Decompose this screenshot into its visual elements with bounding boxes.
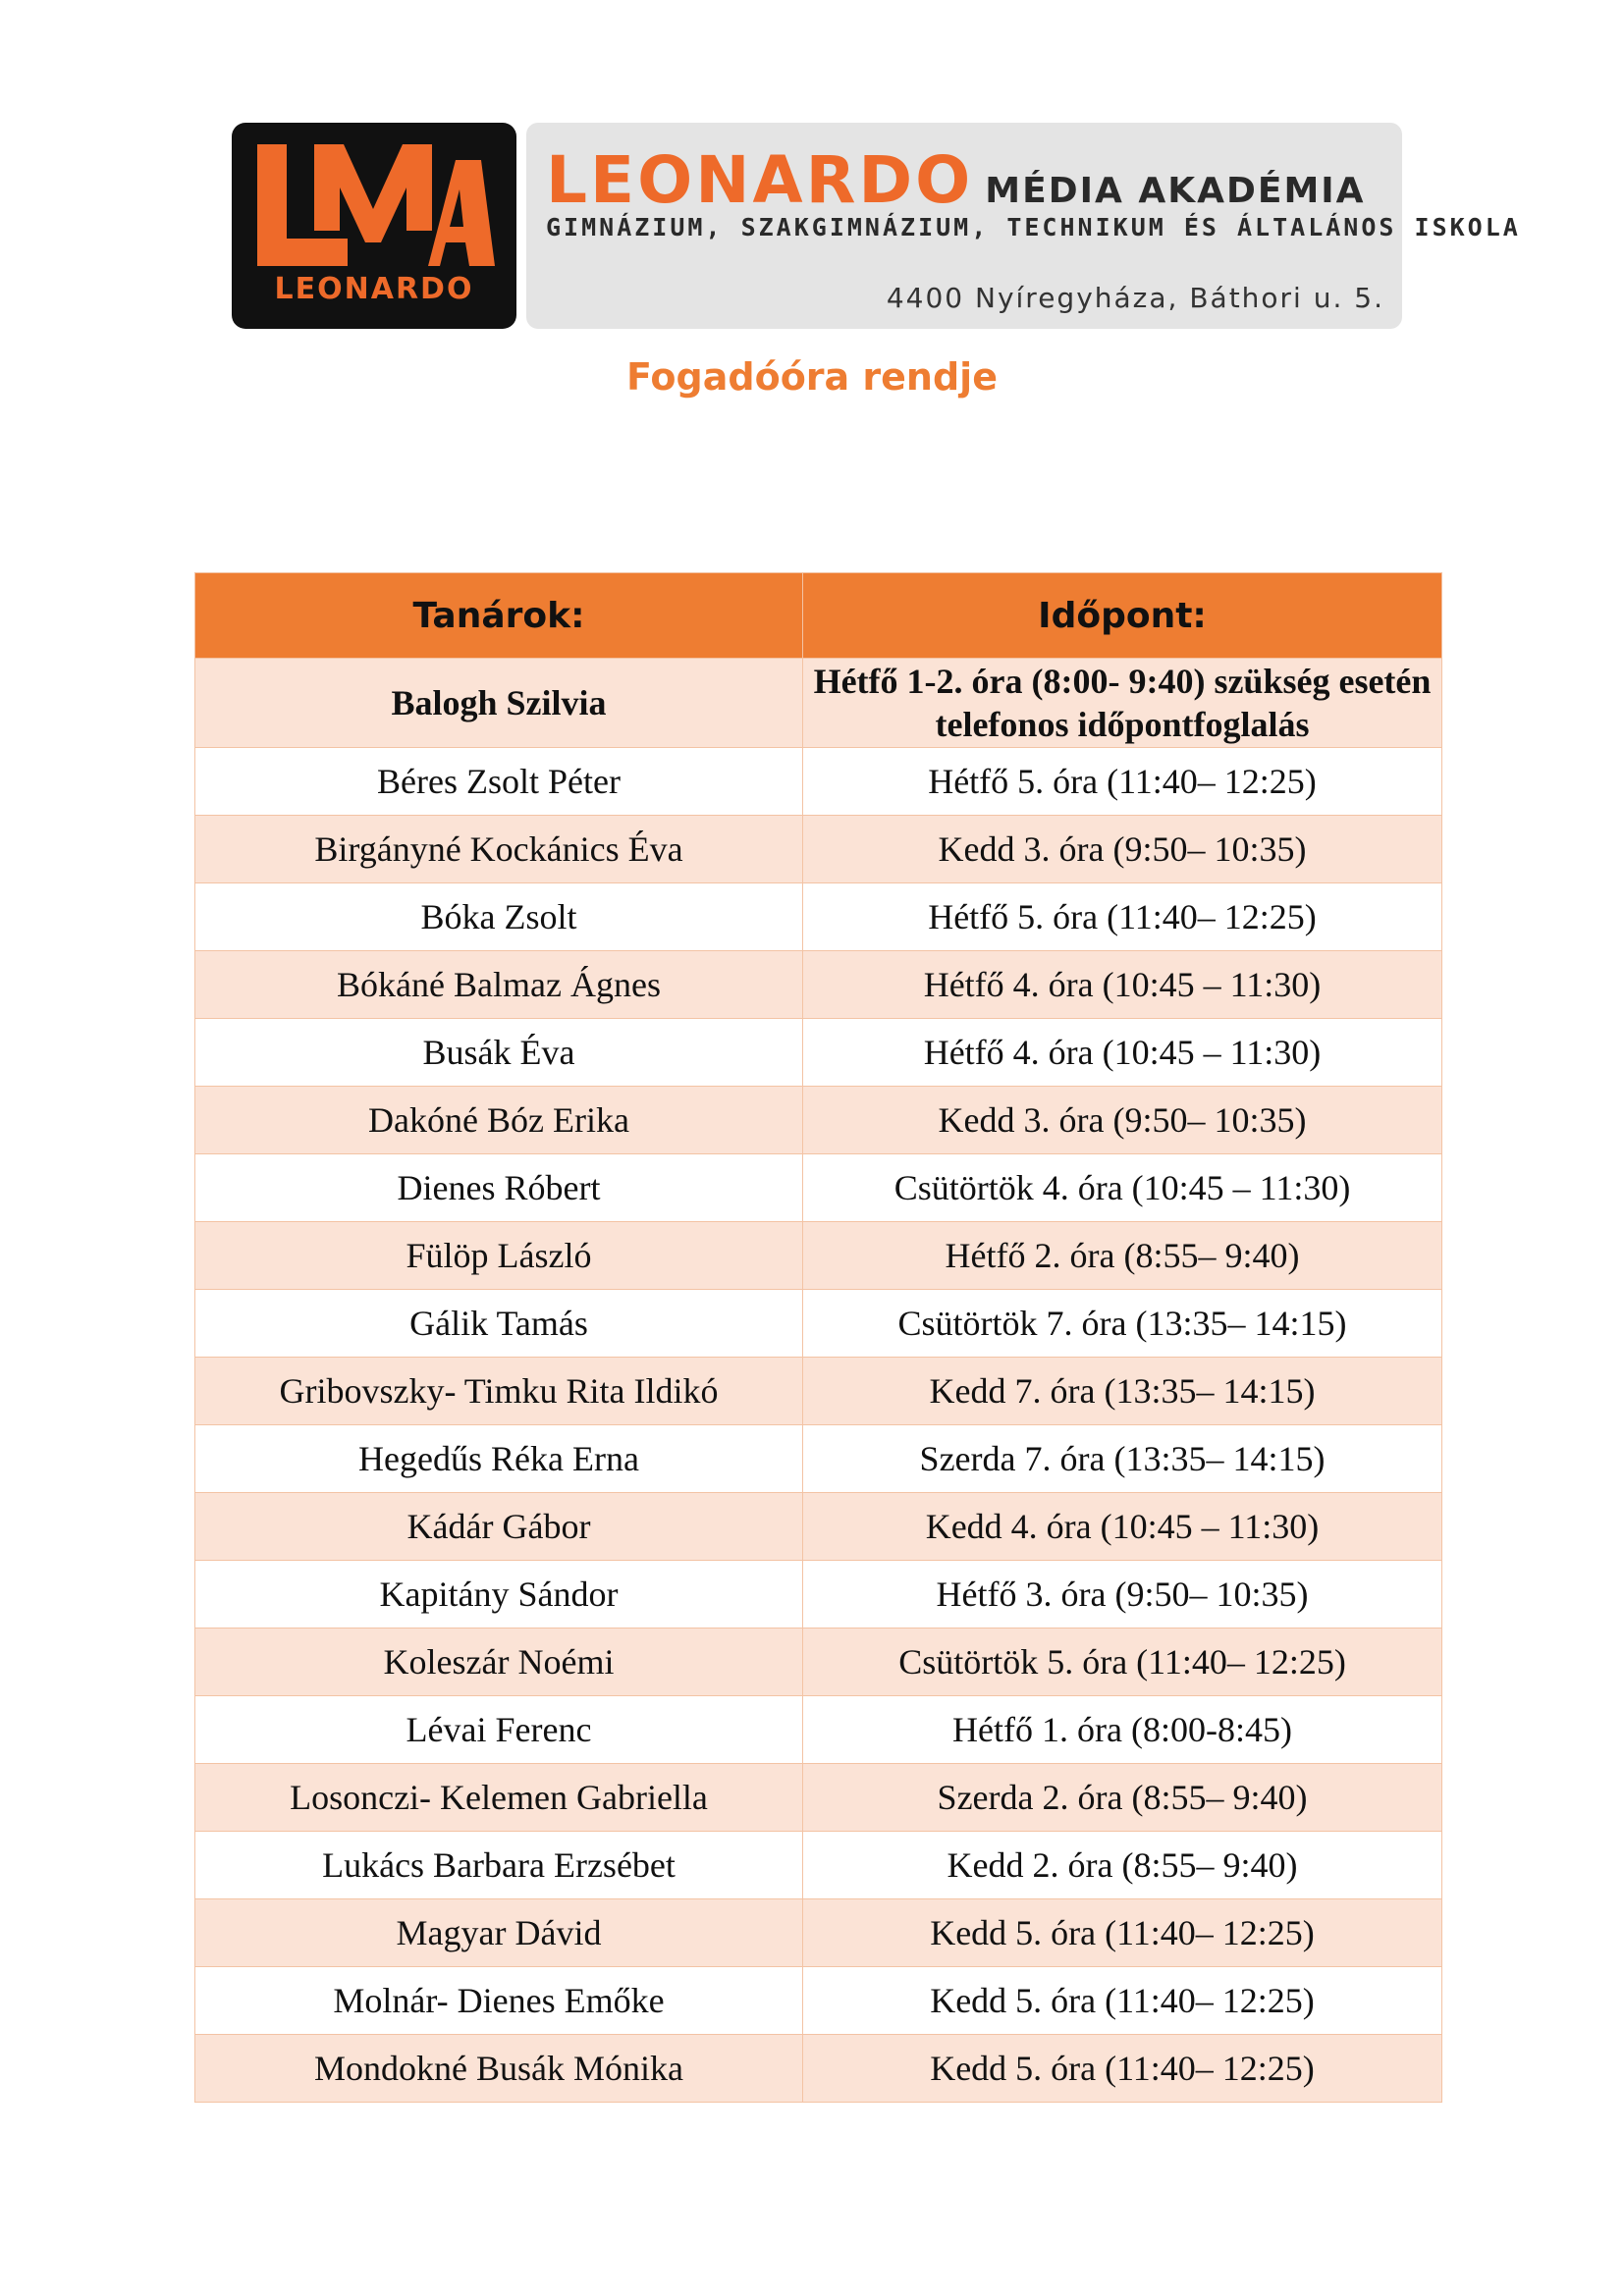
consultation-table	[194, 572, 1442, 2103]
teacher-name: Balogh Szilvia	[195, 659, 803, 748]
teacher-name: Dakóné Bóz Erika	[195, 1087, 803, 1154]
teacher-name: Bókáné Balmaz Ágnes	[195, 951, 803, 1019]
teacher-name: Béres Zsolt Péter	[195, 748, 803, 816]
consultation-time: Kedd 5. óra (11:40– 12:25)	[803, 2035, 1442, 2103]
table-row	[195, 1629, 1442, 1696]
consultation-time: Kedd 7. óra (13:35– 14:15)	[803, 1358, 1442, 1425]
school-logo	[232, 123, 516, 329]
teacher-name: Magyar Dávid	[195, 1899, 803, 1967]
teacher-name: Molnár- Dienes Emőke	[195, 1967, 803, 2035]
table-row	[195, 2035, 1442, 2103]
teacher-name: Dienes Róbert	[195, 1154, 803, 1222]
teacher-name: Bóka Zsolt	[195, 883, 803, 951]
table-row	[195, 1832, 1442, 1899]
table-row	[195, 1967, 1442, 2035]
page-title: Fogadóóra rendje	[626, 355, 998, 399]
lma-logo-mark	[253, 140, 495, 278]
consultation-time: Csütörtök 5. óra (11:40– 12:25)	[803, 1629, 1442, 1696]
table-row	[195, 1290, 1442, 1358]
table-row	[195, 1696, 1442, 1764]
consultation-time: Hétfő 2. óra (8:55– 9:40)	[803, 1222, 1442, 1290]
teacher-name: Lévai Ferenc	[195, 1696, 803, 1764]
consultation-time: Hétfő 4. óra (10:45 – 11:30)	[803, 1019, 1442, 1087]
consultation-time: Kedd 3. óra (9:50– 10:35)	[803, 816, 1442, 883]
table-row	[195, 1087, 1442, 1154]
consultation-time: Szerda 2. óra (8:55– 9:40)	[803, 1764, 1442, 1832]
table-row	[195, 748, 1442, 816]
teacher-name: Gálik Tamás	[195, 1290, 803, 1358]
teacher-name: Kádár Gábor	[195, 1493, 803, 1561]
consultation-time: Szerda 7. óra (13:35– 14:15)	[803, 1425, 1442, 1493]
brand-name: LEONARDO	[546, 142, 974, 218]
teacher-name: Fülöp László	[195, 1222, 803, 1290]
table-row	[195, 1358, 1442, 1425]
consultation-time: Kedd 3. óra (9:50– 10:35)	[803, 1087, 1442, 1154]
consultation-time: Hétfő 4. óra (10:45 – 11:30)	[803, 951, 1442, 1019]
teacher-name: Gribovszky- Timku Rita Ildikó	[195, 1358, 803, 1425]
table-row	[195, 1561, 1442, 1629]
consultation-time: Kedd 5. óra (11:40– 12:25)	[803, 1899, 1442, 1967]
teacher-name: Mondokné Busák Mónika	[195, 2035, 803, 2103]
table-row	[195, 1019, 1442, 1087]
consultation-time: Kedd 5. óra (11:40– 12:25)	[803, 1967, 1442, 2035]
school-header	[232, 123, 1521, 329]
school-tagline: GIMNÁZIUM, SZAKGIMNÁZIUM, TECHNIKUM ÉS ÁLTALÁNOS ISKOLA	[546, 213, 1521, 241]
consultation-time: Csütörtök 4. óra (10:45 – 11:30)	[803, 1154, 1442, 1222]
consultation-time: Kedd 2. óra (8:55– 9:40)	[803, 1832, 1442, 1899]
table-row	[195, 1899, 1442, 1967]
consultation-time: Hétfő 5. óra (11:40– 12:25)	[803, 883, 1442, 951]
consultation-time: Kedd 4. óra (10:45 – 11:30)	[803, 1493, 1442, 1561]
teacher-name: Kapitány Sándor	[195, 1561, 803, 1629]
logo-wordmark: LEONARDO	[274, 272, 474, 306]
column-header-time: Időpont:	[803, 573, 1442, 659]
table-row	[195, 883, 1442, 951]
school-address: 4400 Nyíregyháza, Báthori u. 5.	[886, 282, 1384, 314]
consultation-time: Csütörtök 7. óra (13:35– 14:15)	[803, 1290, 1442, 1358]
table-row	[195, 1493, 1442, 1561]
consultation-time: Hétfő 1. óra (8:00-8:45)	[803, 1696, 1442, 1764]
table-row	[195, 659, 1442, 748]
table-row	[195, 1425, 1442, 1493]
brand-subtitle: MÉDIA AKADÉMIA	[985, 171, 1366, 211]
table-row	[195, 1764, 1442, 1832]
consultation-time: Hétfő 3. óra (9:50– 10:35)	[803, 1561, 1442, 1629]
consultation-time: Hétfő 1-2. óra (8:00- 9:40) szükség esetén telefonos időpontfoglalás	[803, 659, 1442, 748]
teacher-name: Birgányné Kockánics Éva	[195, 816, 803, 883]
teacher-name: Lukács Barbara Erzsébet	[195, 1832, 803, 1899]
table-row	[195, 951, 1442, 1019]
consultation-time: Hétfő 5. óra (11:40– 12:25)	[803, 748, 1442, 816]
teacher-name: Hegedűs Réka Erna	[195, 1425, 803, 1493]
brand-heading	[546, 142, 1366, 218]
column-header-teachers: Tanárok:	[195, 573, 803, 659]
table-header-row	[195, 573, 1442, 659]
teacher-name: Losonczi- Kelemen Gabriella	[195, 1764, 803, 1832]
brand-panel	[526, 123, 1521, 329]
table-row	[195, 1222, 1442, 1290]
table-row	[195, 816, 1442, 883]
teacher-name: Busák Éva	[195, 1019, 803, 1087]
teacher-name: Koleszár Noémi	[195, 1629, 803, 1696]
table-row	[195, 1154, 1442, 1222]
